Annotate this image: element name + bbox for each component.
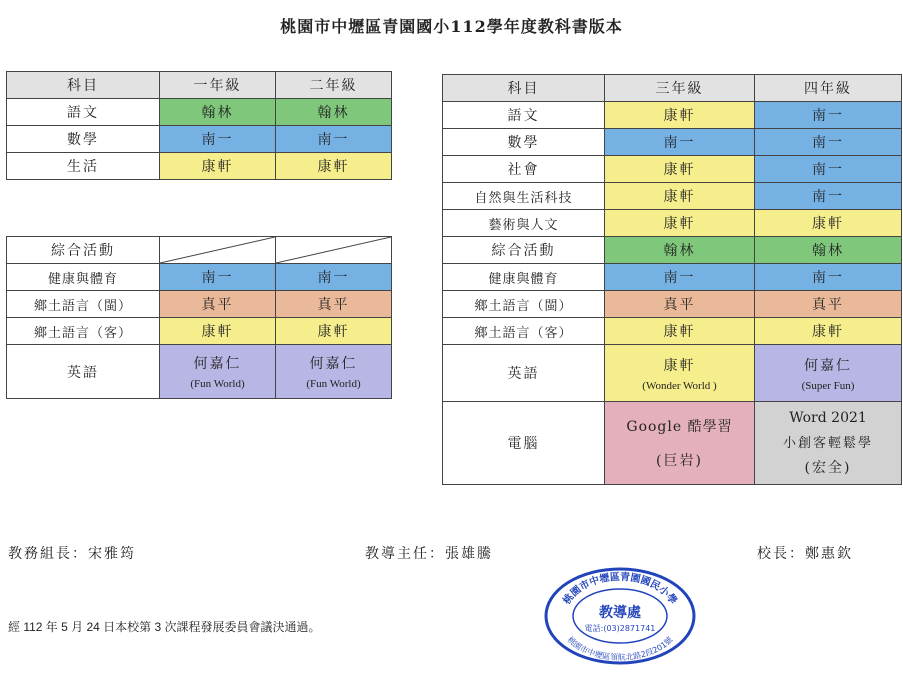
table-row xyxy=(443,345,902,402)
textbook-series: (Super Fun) xyxy=(801,379,855,392)
publisher-cell: 南一 xyxy=(755,183,902,210)
publisher-name: 何嘉仁 xyxy=(804,357,852,374)
seal-graphic xyxy=(543,566,697,666)
table-row xyxy=(443,291,902,318)
grade-3-4-table xyxy=(442,74,902,485)
subject-cell: 健康與體育 xyxy=(443,264,605,291)
table-row xyxy=(7,237,392,264)
publisher-cell: 康軒 xyxy=(160,318,276,345)
table-row xyxy=(7,318,392,345)
publisher-cell: 真平 xyxy=(755,291,902,318)
director-signature: 教導主任：張雄騰 xyxy=(365,546,493,562)
grade-1-2-other-table xyxy=(6,236,392,399)
header-grade-4: 四年級 xyxy=(755,75,902,102)
publisher-cell: 南一 xyxy=(160,264,276,291)
textbook-title: Word 2021 xyxy=(789,409,867,426)
publisher-cell: 翰林 xyxy=(755,237,902,264)
subject-cell: 數學 xyxy=(7,126,160,153)
page-title: 桃園市中壢區青園國小112學年度教科書版本 xyxy=(280,17,623,36)
table-row xyxy=(7,126,392,153)
publisher-cell xyxy=(755,402,902,485)
publisher-cell: 康軒 xyxy=(605,183,755,210)
publisher-cell: 南一 xyxy=(160,126,276,153)
publisher-cell: 康軒 xyxy=(276,318,392,345)
publisher-cell: 康軒 xyxy=(160,153,276,180)
publisher-cell: 南一 xyxy=(276,264,392,291)
grade-1-2-core-table xyxy=(6,71,392,180)
publisher-name: (巨岩) xyxy=(656,453,703,469)
publisher-cell: 南一 xyxy=(605,129,755,156)
textbook-title: Google 酷學習 xyxy=(626,419,733,435)
seal-center-text: 教導處 xyxy=(599,605,641,621)
subject-cell: 數學 xyxy=(443,129,605,156)
subject-cell: 健康與體育 xyxy=(7,264,160,291)
textbook-series: (Fun World) xyxy=(306,378,361,390)
header-grade-1: 一年級 xyxy=(160,72,276,99)
publisher-cell xyxy=(605,402,755,485)
publisher-cell: 真平 xyxy=(276,291,392,318)
header-subject: 科目 xyxy=(443,75,605,102)
publisher-cell: 真平 xyxy=(160,291,276,318)
textbook-subtitle: 小創客輕鬆學 xyxy=(782,435,873,451)
subject-cell: 語文 xyxy=(443,102,605,129)
table-row xyxy=(443,237,902,264)
publisher-cell: 康軒 xyxy=(605,156,755,183)
publisher-cell: 康軒 xyxy=(276,153,392,180)
subject-cell: 鄉土語言（閩） xyxy=(7,291,160,318)
subject-cell: 鄉土語言（閩） xyxy=(443,291,605,318)
header-grade-3: 三年級 xyxy=(605,75,755,102)
table-header-row xyxy=(7,72,392,99)
subject-cell: 綜合活動 xyxy=(443,237,605,264)
table-row xyxy=(443,402,902,485)
subject-cell: 自然與生活科技 xyxy=(443,183,605,210)
subject-cell: 語文 xyxy=(7,99,160,126)
publisher-cell: 翰林 xyxy=(605,237,755,264)
publisher-name: (宏全) xyxy=(804,459,852,476)
publisher-cell xyxy=(160,345,276,399)
table-row xyxy=(443,102,902,129)
publisher-cell: 翰林 xyxy=(276,99,392,126)
publisher-cell: 南一 xyxy=(605,264,755,291)
publisher-cell: 康軒 xyxy=(605,318,755,345)
publisher-cell: 康軒 xyxy=(755,210,902,237)
subject-cell: 鄉土語言（客） xyxy=(443,318,605,345)
publisher-cell: 翰林 xyxy=(160,99,276,126)
subject-cell: 鄉土語言（客） xyxy=(7,318,160,345)
publisher-cell: 南一 xyxy=(755,129,902,156)
table-header-row xyxy=(443,75,902,102)
subject-cell: 社會 xyxy=(443,156,605,183)
header-subject: 科目 xyxy=(7,72,160,99)
publisher-cell: 康軒 xyxy=(755,318,902,345)
table-row xyxy=(7,291,392,318)
empty-diagonal-cell xyxy=(276,237,392,264)
academic-affairs-signature: 教務組長：宋雅筠 xyxy=(8,546,136,562)
table-row xyxy=(443,129,902,156)
seal-phone-text: 電話:(03)2871741 xyxy=(584,624,656,633)
subject-cell: 電腦 xyxy=(443,402,605,485)
table-row xyxy=(443,264,902,291)
table-row xyxy=(7,264,392,291)
table-row xyxy=(443,183,902,210)
table-row xyxy=(7,345,392,399)
publisher-cell xyxy=(276,345,392,399)
publisher-cell: 南一 xyxy=(755,156,902,183)
publisher-name: 何嘉仁 xyxy=(193,356,242,372)
publisher-cell: 南一 xyxy=(755,102,902,129)
subject-cell: 藝術與人文 xyxy=(443,210,605,237)
table-row xyxy=(7,153,392,180)
subject-cell: 英語 xyxy=(443,345,605,402)
publisher-cell xyxy=(605,345,755,402)
publisher-cell: 康軒 xyxy=(605,102,755,129)
publisher-cell: 真平 xyxy=(605,291,755,318)
publisher-cell: 南一 xyxy=(755,264,902,291)
seal-bottom-text: 桃園市中壢區領航北路2段201號 xyxy=(565,635,675,663)
official-seal-stamp xyxy=(543,566,697,666)
subject-cell: 英語 xyxy=(7,345,160,399)
subject-cell: 綜合活動 xyxy=(7,237,160,264)
publisher-cell: 康軒 xyxy=(605,210,755,237)
seal-top-text: 桃園市中壢區青園國民小學 xyxy=(561,571,679,607)
table-row xyxy=(443,210,902,237)
table-row xyxy=(443,156,902,183)
publisher-cell xyxy=(755,345,902,402)
textbook-series: (Fun World) xyxy=(190,378,245,390)
header-grade-2: 二年級 xyxy=(276,72,392,99)
table-row xyxy=(7,99,392,126)
principal-signature: 校長：鄭惠欽 xyxy=(757,546,853,562)
publisher-name: 康軒 xyxy=(663,357,696,374)
publisher-name: 何嘉仁 xyxy=(309,356,358,372)
textbook-series: (Wonder World ) xyxy=(642,379,717,392)
empty-diagonal-cell xyxy=(160,237,276,264)
table-row xyxy=(443,318,902,345)
approval-note: 經 112 年 5 月 24 日本校第 3 次課程發展委員會議決通過。 xyxy=(8,620,321,634)
publisher-cell: 南一 xyxy=(276,126,392,153)
subject-cell: 生活 xyxy=(7,153,160,180)
